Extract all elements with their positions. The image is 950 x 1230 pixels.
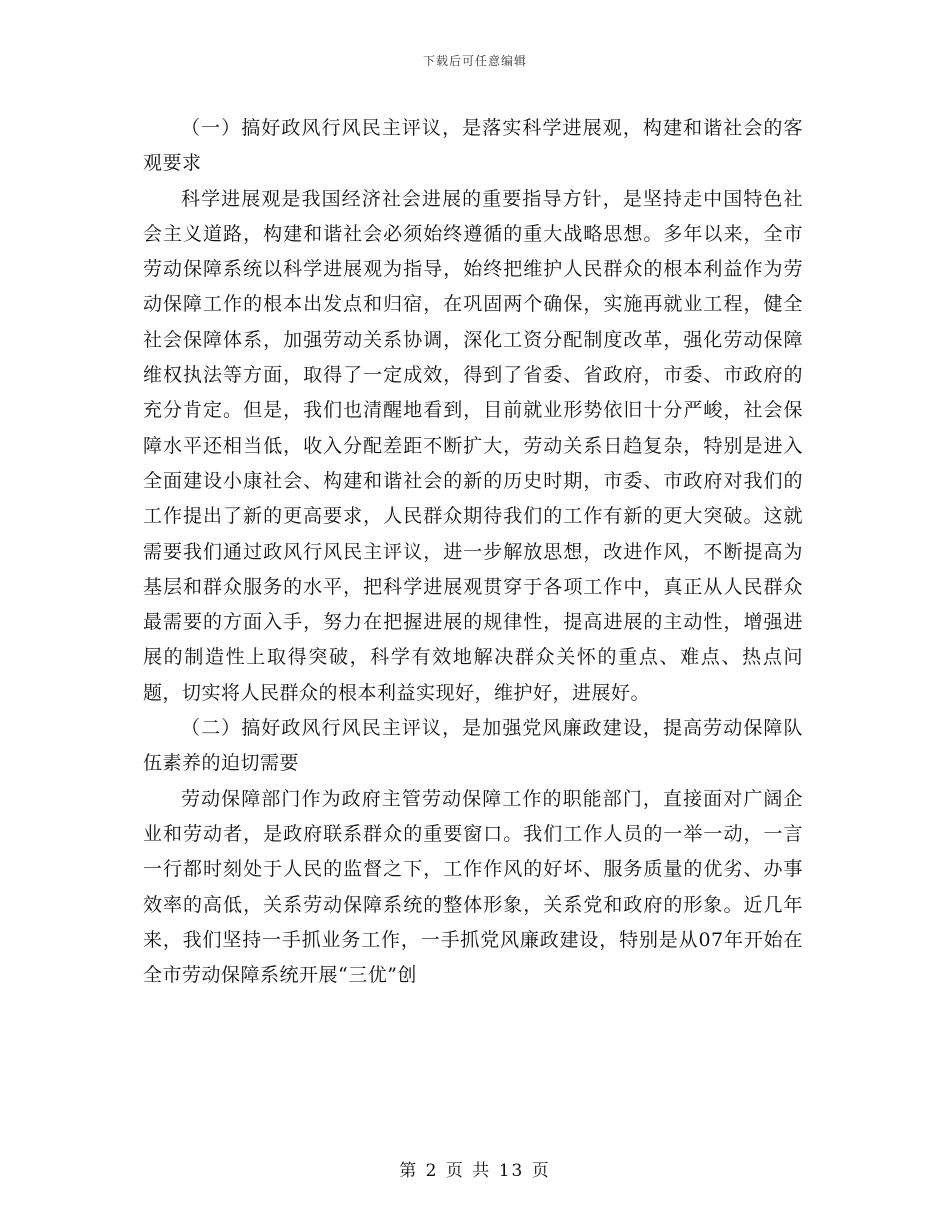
section-1-heading: （一）搞好政风行风民主评议，是落实科学进展观，构建和谐社会的客观要求 [143,117,803,175]
document-body [143,111,803,993]
section-1-paragraph: 科学进展观是我国经济社会进展的重要指导方针，是坚持走中国特色社会主义道路，构建和谐社会必须始终遵循的重大战略思想。多年以来，全市劳动保障系统以科学进展观为指导，始终把维护人民群众的根本利益作为劳动保障工作的根本出发点和归宿，在巩固两个确保，实施再就业工程，健全社会保障体系，加强劳动关系协调，深化工资分配制度改革，强化劳动保障维权执法等方面，取得了一定成效，得到了省委、省政府，市委、市政府的充分肯定。但是，我们也清醒地看到，目前就业形势依旧十分严峻，社会保障水平还相当低，收入分配差距不断扩大，劳动关系日趋复杂，特别是进入全面建设小康社会、构建和谐社会的新的历史时期，市委、市政府对我们的工作提出了新的更高要求，人民群众期待我们的工作有新的更大突破。这就需要我们通过政风行风民主评议，进一步解放思想，改进作风，不断提高为基层和群众服务的水平，把科学进展观贯穿于各项工作中，真正从人民群众最需要的方面入手，努力在把握进展的规律性，提高进展的主动性，增强进展的制造性上取得突破，科学有效地解决群众关怀的重点、难点、热点问题，切实将人民群众的根本利益实现好，维护好，进展好。 [143,187,803,704]
section-2-heading: （二）搞好政风行风民主评议，是加强党风廉政建设，提高劳动保障队伍素养的迫切需要 [143,717,803,775]
page-header: 下载后可任意编辑 [422,54,527,68]
section-2-paragraph: 劳动保障部门作为政府主管劳动保障工作的职能部门，直接面对广阔企业和劳动者，是政府联系群众的重要窗口。我们工作人员的一举一动，一言一行都时刻处于人民的监督之下，工作作风的好坏、服务质量的优劣、办事效率的高低，关系劳动保障系统的整体形象，关系党和政府的形象。近几年来，我们坚持一手抓业务工作，一手抓党风廉政建设，特别是从07年开始在全市劳动保障系统开展“三优”创 [143,787,803,987]
page-number-footer: 第 2 页 共 13 页 [399,1161,551,1181]
